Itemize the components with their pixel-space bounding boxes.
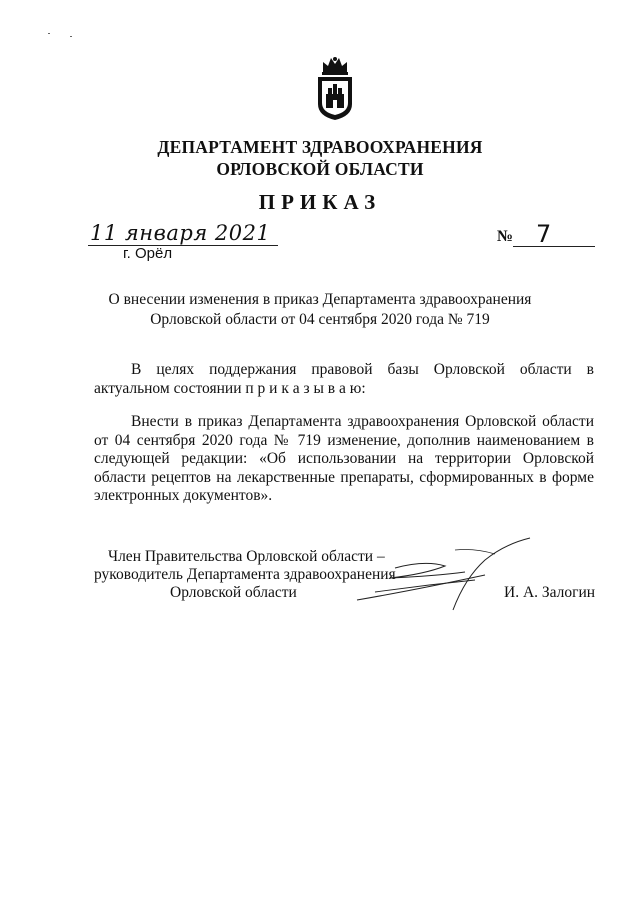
- signatory-name: И. А. Залогин: [504, 584, 596, 601]
- handwritten-signature-icon: [355, 530, 535, 615]
- org-name-line2: ОРЛОВСКОЙ ОБЛАСТИ: [216, 159, 424, 179]
- order-keyword: п р и к а з ы в а ю:: [245, 379, 366, 397]
- city-label: г. Орёл: [123, 245, 173, 262]
- org-name-line1: ДЕПАРТАМЕНТ ЗДРАВООХРАНЕНИЯ: [157, 137, 483, 157]
- number-underline: [513, 246, 595, 247]
- date-underline: [88, 245, 278, 246]
- document-type-title: ПРИКАЗ: [258, 190, 382, 214]
- subject-line2: Орловской области от 04 сентября 2020 года № 719: [150, 311, 490, 328]
- preamble-paragraph: [94, 361, 594, 398]
- signatory-position-line2: руководитель Департамента здравоохранения: [94, 566, 396, 583]
- order-paragraph: Внести в приказ Департамента здравоохранения Орловской области от 04 сентября 2020 года № 719 изменение, дополнив наименованием в следующей редакции: «Об использовании на территории Орловской области рецептов на лекарственные препараты, сформированных в форме электронных документов».: [94, 413, 594, 504]
- scan-speck: [48, 33, 50, 34]
- scan-speck: [70, 36, 72, 37]
- signatory-position-line3: Орловской области: [170, 584, 297, 601]
- handwritten-date: 11 января 2021: [90, 221, 271, 245]
- preamble-text: В целях поддержания правовой базы Орловской области в актуальном состоянии: [94, 361, 594, 397]
- number-label: №: [497, 228, 514, 245]
- handwritten-number: 7: [536, 220, 552, 248]
- coat-of-arms-icon: [315, 56, 355, 122]
- subject-line1: О внесении изменения в приказ Департамента здравоохранения: [108, 291, 532, 308]
- signatory-position-line1: Член Правительства Орловской области –: [108, 548, 385, 565]
